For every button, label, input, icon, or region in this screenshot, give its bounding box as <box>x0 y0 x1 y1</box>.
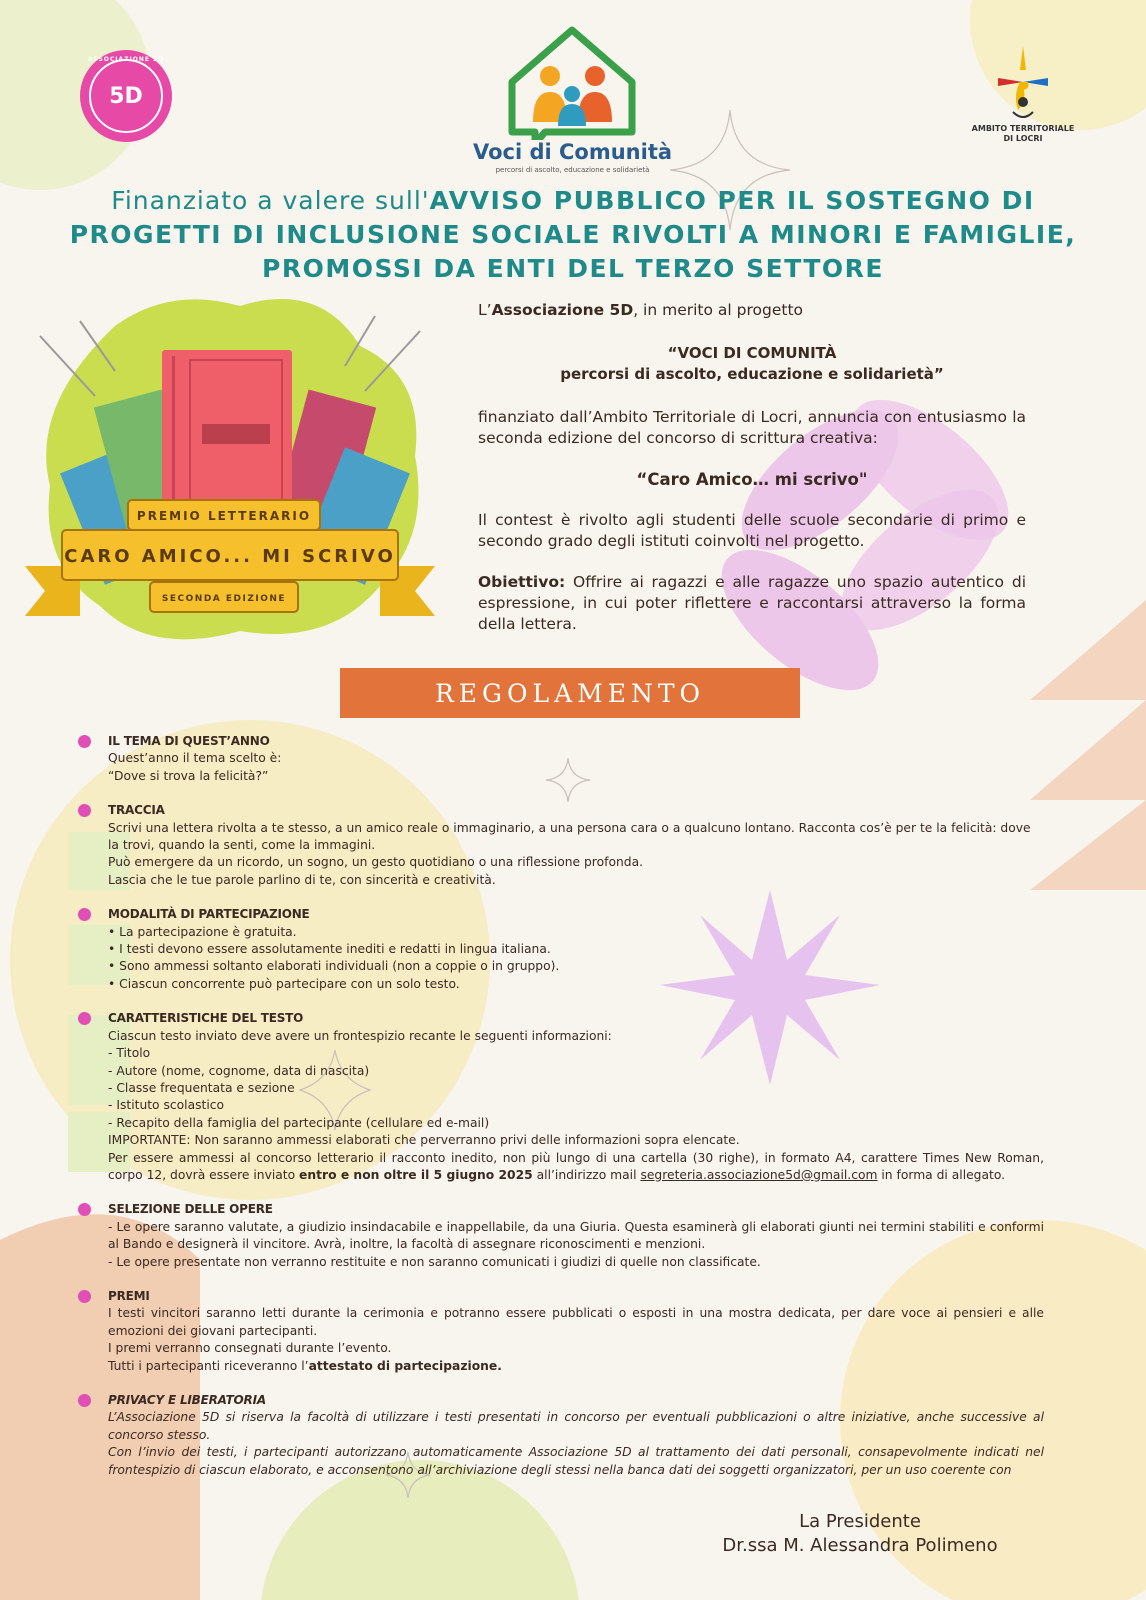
section-line: • I testi devono essere assolutamente inediti e redatti in lingua italiana. <box>108 942 551 957</box>
section-line: Ciascun testo inviato deve avere un frontespizio recante le seguenti informazioni: <box>108 1028 612 1043</box>
section-heading: IL TEMA DI QUEST’ANNO <box>108 734 270 748</box>
headline-bold-2: PROGETTI DI INCLUSIONE SOCIALE RIVOLTI A MINORI E FAMIGLIE, <box>69 220 1077 249</box>
intro-association-name: Associazione 5D <box>491 301 634 319</box>
award-label-top: PREMIO LETTERARIO <box>136 509 312 523</box>
section-line: I premi verranno consegnati durante l’evento. <box>108 1341 392 1356</box>
section-heading: PRIVACY E LIBERATORIA <box>108 1393 266 1407</box>
voci-logo-title: Voci di Comunità <box>472 140 673 164</box>
section-modalita <box>78 906 1044 993</box>
award-label-main: CARO AMICO... MI SCRIVO <box>64 546 396 567</box>
ambito-logo-label <box>968 124 1078 144</box>
bullet-dot-icon <box>78 735 91 748</box>
intro-line1-post: , in merito al progetto <box>633 301 804 319</box>
bullet-dot-icon <box>78 908 91 921</box>
premio-letterario-illustration <box>20 286 440 658</box>
ambito-emblem-icon <box>968 40 1078 124</box>
bullet-dot-icon <box>78 1290 91 1303</box>
section-tema <box>78 733 1044 785</box>
signature-block <box>700 1510 1020 1558</box>
section-line: Lascia che le tue parole parlino di te, con sincerità e creatività. <box>108 872 496 887</box>
logo-ring-text: ASSOCIAZIONE 5D <box>87 56 165 63</box>
funding-headline <box>40 184 1106 286</box>
contest-name: “Caro Amico… mi scrivo" <box>636 470 868 489</box>
submission-instructions <box>108 1150 1044 1185</box>
award-label-bottom: SECONDA EDIZIONE <box>161 594 287 604</box>
bullet-dot-icon <box>78 1012 91 1025</box>
section-line: Quest’anno il tema scelto è: <box>108 751 282 766</box>
objective-label: Obiettivo: <box>478 573 566 591</box>
premi-attestato: attestato di partecipazione. <box>308 1358 502 1373</box>
books-award-graphic <box>20 286 440 658</box>
section-line: - Le opere presentate non verranno restituite e non saranno comunicati i giudizi di quelle non classificate. <box>108 1254 761 1269</box>
section-line: Può emergere da un ricordo, un sogno, un gesto quotidiano o una riflessione profonda. <box>108 855 644 870</box>
section-line: Con l’invio dei testi, i partecipanti autorizzano automaticamente Associazione 5D al trattamento dei dati personali, consapevolmente indicati nel frontespizio di ciascun elaborato, e acconsentono all’archiviazione degli stessi nella banca dati dei soggetti organizzatori, per un uso coerente con <box>108 1445 1044 1477</box>
submission-text-mid: all’indirizzo mail <box>532 1167 641 1182</box>
project-subtitle: percorsi di ascolto, educazione e solidarietà” <box>560 365 944 383</box>
intro-announcement: finanziato dall’Ambito Territoriale di Locri, annuncia con entusiasmo la seconda edizione del concorso di scrittura creativa: <box>478 408 1026 447</box>
contest-target: Il contest è rivolto agli studenti delle scuole secondarie di primo e secondo grado degli istituti coinvolti nel progetto. <box>478 511 1026 550</box>
section-line: I testi vincitori saranno letti durante la cerimonia e potranno essere pubblicati o esposti in una mostra dedicata, per dare voce ai pensieri e alle emozioni dei giovani partecipanti. <box>108 1306 1044 1338</box>
intro-line1 <box>478 300 1026 321</box>
project-title: “VOCI DI COMUNITÀ <box>667 344 837 362</box>
submission-deadline: entro e non oltre il 5 giugno 2025 <box>299 1167 533 1182</box>
signature-name: Dr.ssa M. Alessandra Polimeno <box>722 1535 998 1556</box>
ambito-label-line2: DI LOCRI <box>1003 134 1043 143</box>
submission-text: Per essere ammessi al concorso letterario il racconto inedito, non più lungo di una cartella (30 righe), in formato A4, carattere Times New Roman, corpo 12, dovrà essere inviato <box>108 1150 1044 1182</box>
section-heading: CARATTERISTICHE DEL TESTO <box>108 1011 304 1026</box>
bullet-dot-icon <box>78 1203 91 1216</box>
section-heading: PREMI <box>108 1288 150 1303</box>
headline-bold-1: AVVISO PUBBLICO PER IL SOSTEGNO DI <box>429 186 1035 215</box>
section-line: L’Associazione 5D si riserva la facoltà di utilizzare i testi presentati in concorso per eventuali pubblicazioni o altre iniziative, anche successive al concorso stesso. <box>108 1410 1044 1442</box>
submission-email-link[interactable]: segreteria.associazione5d@gmail.com <box>640 1167 878 1182</box>
intro-line1-pre: L’ <box>478 301 492 319</box>
premi-text: Tutti i partecipanti riceveranno l’ <box>108 1358 309 1373</box>
section-line: - Recapito della famiglia del partecipante (cellulare ed e-mail) <box>108 1115 490 1130</box>
intro-text <box>478 300 1026 635</box>
section-premi <box>78 1288 1044 1375</box>
associazione-5d-logo <box>80 50 172 142</box>
section-heading: TRACCIA <box>108 803 165 818</box>
objective-text: Offrire ai ragazzi e alle ragazze uno spazio autentico di espressione, in cui poter riflettere e raccontarsi attraverso la forma della lettera. <box>478 573 1026 633</box>
section-selezione <box>78 1201 1044 1271</box>
section-line: - Classe frequentata e sezione <box>108 1080 295 1095</box>
headline-bold-3: PROMOSSI DA ENTI DEL TERZO SETTORE <box>262 254 884 283</box>
section-line: • Sono ammessi soltanto elaborati individuali (non a coppie o in gruppo). <box>108 959 560 974</box>
section-line: Scrivi una lettera rivolta a te stesso, a un amico reale o immaginario, a una persona cara o a qualcuno lontano. Racconta cos’è per te la felicità: dove la trovi, quando la senti, come la immagini. <box>108 820 1031 853</box>
submission-text-end: in forma di allegato. <box>877 1167 1006 1182</box>
section-line: - Le opere saranno valutate, a giudizio insindacabile e inappellabile, da una Giuria. Questa esaminerà gli elaborati giunti nei termini stabiliti e conformi al Bando e designerà il vincitore. Avrà, inoltre, la facoltà di assegnare riconoscimenti e menzioni. <box>108 1219 1044 1252</box>
section-line: • Ciascun concorrente può partecipare con un solo testo. <box>108 976 460 991</box>
section-line: • La partecipazione è gratuita. <box>108 924 297 939</box>
section-caratteristiche <box>78 1010 1044 1184</box>
section-heading: SELEZIONE DELLE OPERE <box>108 1202 273 1217</box>
ambito-label-line1: AMBITO TERRITORIALE <box>971 124 1075 133</box>
voci-logo-subtitle: percorsi di ascolto, educazione e solidarietà <box>495 166 650 174</box>
section-line: - Autore (nome, cognome, data di nascita) <box>108 1063 370 1078</box>
headline-light: Finanziato a valere sull' <box>111 186 430 215</box>
section-line: - Istituto scolastico <box>108 1098 225 1113</box>
logo-5d-text: 5D <box>89 59 163 133</box>
section-traccia <box>78 802 1044 889</box>
rules-sections <box>78 733 1044 1496</box>
section-heading: MODALITÀ DI PARTECIPAZIONE <box>108 907 310 922</box>
bullet-dot-icon <box>78 1394 91 1407</box>
section-privacy <box>78 1392 1044 1479</box>
signature-role: La Presidente <box>799 1511 921 1532</box>
section-line: IMPORTANTE: Non saranno ammessi elaborati che perverranno privi delle informazioni sopra elencate. <box>108 1133 740 1148</box>
house-people-icon <box>465 22 680 140</box>
section-line: “Dove si trova la felicità?” <box>108 768 269 783</box>
bullet-dot-icon <box>78 804 91 817</box>
ambito-territoriale-logo <box>968 40 1078 150</box>
section-line <box>108 1358 1044 1375</box>
section-line: - Titolo <box>108 1046 151 1061</box>
voci-di-comunita-logo <box>465 22 680 172</box>
regolamento-banner: REGOLAMENTO <box>340 668 800 718</box>
contest-objective <box>478 572 1026 635</box>
